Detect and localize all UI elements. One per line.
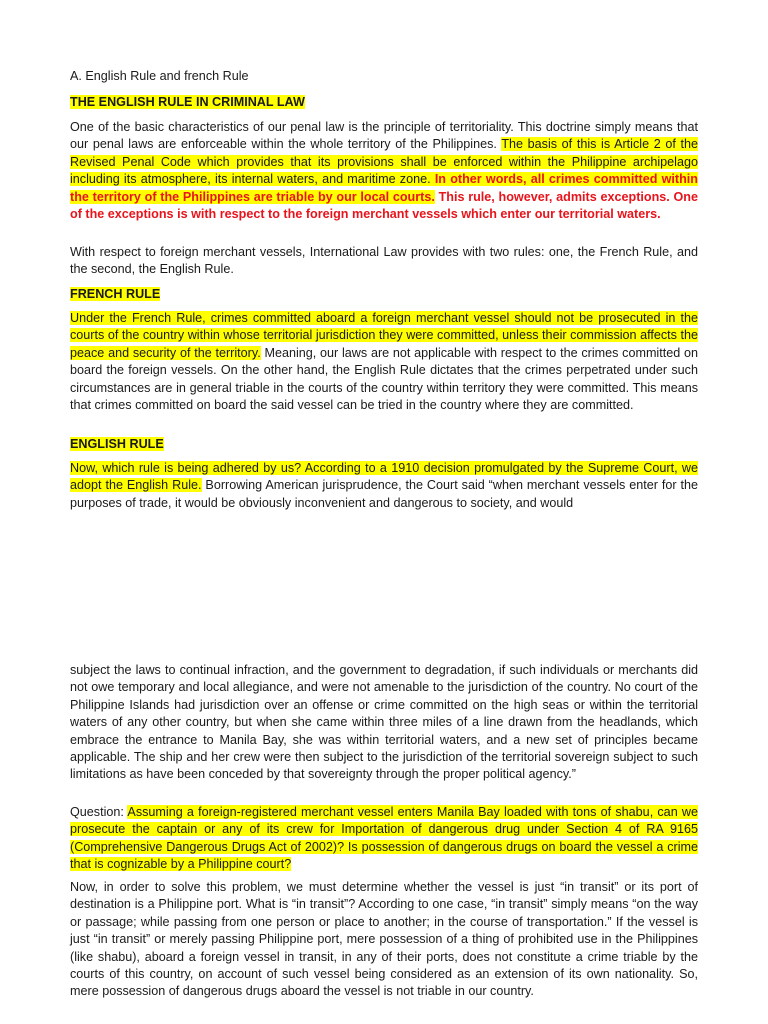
p3-highlight: Under the French Rule, crimes committed aboard a foreign merchant vessel should not be prosecuted in the courts of the country within whose territorial jurisdiction they were committed, unless their commission affects the peace and security of the territory.	[70, 311, 698, 360]
paragraph-in-transit: Now, in order to solve this problem, we must determine whether the vessel is just “in transit” or its port of destination is a Philippine port. What is “in transit”? According to one case, “in transit” simply means “on the way or passage; while passing from one person or place to another; in the course of transportation.” If the vessel is just “in transit” or merely passing Philippine port, mere possession of a thing of prohibited use in the Philippines (like shabu), aboard a foreign vessel in transit, in any of their ports, does not constitute a crime triable by the courts of this country, on account of such vessel being considered as an extension of its own nationality. So, mere possession of dangerous drugs aboard the vessel is not triable in our country.	[70, 880, 698, 999]
paragraph-french-rule	[70, 310, 698, 414]
paragraph-two-rules: With respect to foreign merchant vessels, International Law provides with two rules: one, the French Rule, and the second, the English Rule.	[70, 245, 698, 277]
p6-label: Question:	[70, 805, 128, 819]
p4-highlight: Now, which rule is being adhered by us? According to a 1910 decision promulgated by the Supreme Court, we adopt the English Rule.	[70, 461, 698, 493]
heading-english-text: ENGLISH RULE	[70, 437, 164, 451]
heading-main-text: THE ENGLISH RULE IN CRIMINAL LAW	[70, 95, 305, 109]
p3-plain: Meaning, our laws are not applicable with respect to the crimes committed on board the foreign vessels. On the other hand, the English Rule dictates that the crimes perpetrated under such circumstances are in general triable in the courts of the country within territory they were committed. This means that crimes committed on board the said vessel can be tried in the country where they are committed.	[70, 345, 698, 413]
p1-plain: One of the basic characteristics of our penal law is the principle of territoriality. This doctrine simply means that our penal laws are enforceable within the whole territory of the Philippines.	[70, 120, 698, 152]
paragraph-english-rule	[70, 460, 698, 512]
p1-highlight-red: In other words, all crimes committed within the territory of the Philippines are triable by our local courts.	[70, 172, 699, 204]
heading-english-rule	[70, 436, 698, 453]
heading-french-rule	[70, 286, 698, 303]
paragraph-territoriality	[70, 119, 698, 223]
p6-highlight: Assuming a foreign-registered merchant vessel enters Manila Bay loaded with tons of shabu, can we prosecute the captain or any of its crew for Importation of dangerous drug under Section 4 of RA 9165 (Comprehensive Dangerous Drugs Act of 2002)? Is possession of dangerous drugs on board the vessel a crime that is cognizable by a Philippine court?	[70, 805, 698, 872]
heading-english-rule-criminal-law	[70, 94, 698, 111]
paragraph-continual-infraction: subject the laws to continual infraction, and the government to degradation, if such individuals or merchants did not owe temporary and local allegiance, and were not amenable to the jurisdiction of the country. No court of the Philippine Islands had jurisdiction over an offense or crime committed on the high seas or within the territorial waters of any other country, but when she came within three miles of a line drawn from the headlands, which embrace the entrance to Manila Bay, she was within territorial waters, and a new set of principles became applicable. The ship and her crew were then subject to the jurisdiction of the territorial sovereign subject to such limitations as have been conceded by that sovereignty through the proper political agency.”	[70, 663, 698, 782]
p4-plain: Borrowing American jurisprudence, the Court said “when merchant vessels enter for the purposes of trade, it would be obviously inconvenient and dangerous to society, and would	[70, 478, 698, 510]
p1-red: This rule, however, admits exceptions. One of the exceptions is with respect to the foreign merchant vessels which enter our territorial waters.	[70, 189, 698, 222]
p1-highlight: The basis of this is Article 2 of the Revised Penal Code which provides that its provisions shall be enforced within the Philippine archipelago including its atmosphere, its internal waters, and maritime zone.	[70, 137, 698, 187]
section-title: A. English Rule and french Rule	[70, 69, 249, 83]
heading-french-text: FRENCH RULE	[70, 287, 161, 301]
paragraph-question	[70, 804, 698, 874]
